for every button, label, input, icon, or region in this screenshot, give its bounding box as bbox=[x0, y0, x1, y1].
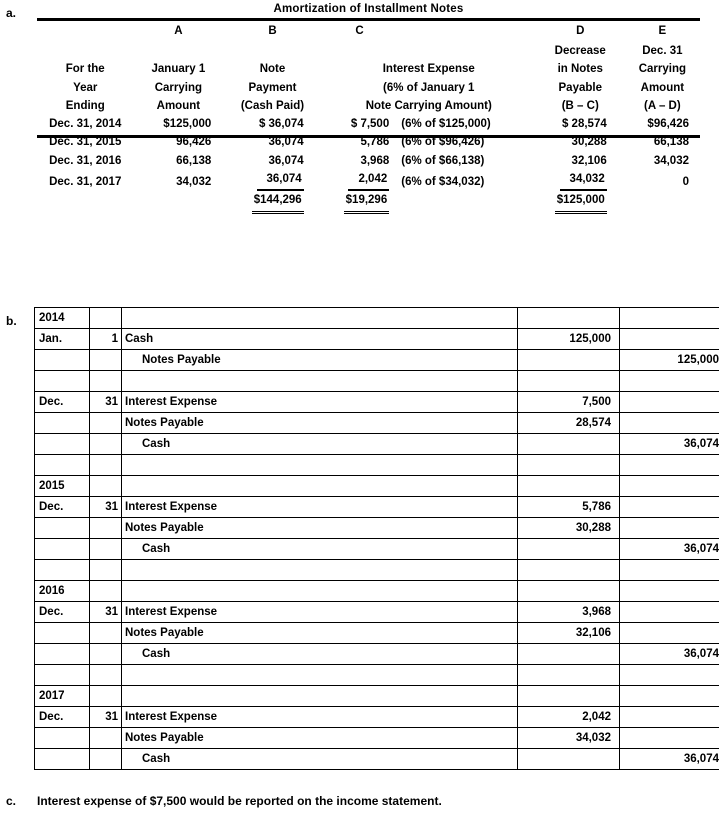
journal-cell-credit bbox=[620, 602, 719, 623]
journal-row bbox=[35, 518, 719, 539]
journal-row bbox=[35, 686, 719, 707]
journal-cell-debit bbox=[518, 560, 620, 581]
header-e-l1: Dec. 31 bbox=[642, 45, 683, 57]
journal-cell-debit bbox=[518, 350, 620, 371]
header-d-l4: (B – C) bbox=[561, 99, 599, 112]
journal-cell-debit: 3,968 bbox=[518, 602, 620, 623]
journal-cell-debit: 32,106 bbox=[518, 623, 620, 644]
journal-cell-account bbox=[122, 308, 518, 329]
cell-e: 34,032 bbox=[653, 154, 689, 167]
header-b-l3: Payment bbox=[248, 81, 297, 94]
journal-row bbox=[35, 602, 719, 623]
cell-c-underlined: 2,042 bbox=[348, 170, 389, 191]
cell-c-note: (6% of $96,426) bbox=[401, 136, 485, 149]
journal-cell-credit bbox=[620, 497, 719, 518]
journal-cell-debit bbox=[518, 581, 620, 602]
journal-cell-account: Cash bbox=[122, 329, 518, 350]
journal-cell-account: Interest Expense bbox=[122, 602, 518, 623]
journal-cell-account bbox=[122, 665, 518, 686]
journal-row bbox=[35, 560, 719, 581]
journal-cell-month bbox=[35, 539, 90, 560]
journal-cell-month: 2017 bbox=[35, 686, 90, 707]
journal-cell-month bbox=[35, 371, 90, 392]
cell-d: 30,288 bbox=[571, 136, 607, 149]
journal-cell-month bbox=[35, 413, 90, 434]
part-a-label: a. bbox=[6, 6, 17, 20]
journal-cell-debit: 7,500 bbox=[518, 392, 620, 413]
cell-a: 66,138 bbox=[176, 154, 212, 167]
journal-cell-account bbox=[122, 455, 518, 476]
journal-cell-day bbox=[90, 350, 122, 371]
journal-cell-credit bbox=[620, 308, 719, 329]
journal-cell-day bbox=[90, 539, 122, 560]
header-d-l2: in Notes bbox=[557, 63, 603, 76]
journal-row bbox=[35, 371, 719, 392]
journal-cell-month bbox=[35, 455, 90, 476]
part-b-label: b. bbox=[6, 314, 17, 328]
journal-cell-debit bbox=[518, 308, 620, 329]
column-letter-d: D bbox=[576, 25, 585, 37]
cell-e: 66,138 bbox=[653, 136, 689, 149]
journal-cell-day bbox=[90, 665, 122, 686]
journal-cell-day bbox=[90, 623, 122, 644]
journal-cell-account bbox=[122, 371, 518, 392]
journal-cell-month bbox=[35, 623, 90, 644]
journal-row bbox=[35, 350, 719, 371]
journal-cell-day bbox=[90, 413, 122, 434]
header-c-l1 bbox=[322, 42, 398, 60]
header-c-l3: (6% of January 1 bbox=[383, 81, 475, 94]
cell-c-note: (6% of $125,000) bbox=[401, 118, 491, 131]
amortization-row bbox=[37, 170, 700, 191]
cell-c-note: (6% of $34,032) bbox=[401, 176, 485, 189]
journal-cell-credit bbox=[620, 707, 719, 728]
journal-cell-credit bbox=[620, 728, 719, 749]
header-b-l2: Note bbox=[259, 63, 286, 76]
journal-cell-debit: 28,574 bbox=[518, 413, 620, 434]
cell-year: Dec. 31, 2014 bbox=[49, 118, 122, 131]
column-letter-c-note bbox=[397, 21, 536, 42]
totals-b bbox=[223, 191, 321, 213]
journal-cell-credit: 125,000 bbox=[620, 350, 719, 371]
cell-b-underlined: 36,074 bbox=[257, 170, 304, 191]
journal-row bbox=[35, 329, 719, 350]
journal-cell-credit bbox=[620, 518, 719, 539]
journal-cell-credit bbox=[620, 623, 719, 644]
column-letter-a: A bbox=[174, 25, 183, 37]
cell-year: Dec. 31, 2015 bbox=[49, 136, 122, 149]
journal-cell-credit bbox=[620, 455, 719, 476]
journal-cell-day: 31 bbox=[90, 602, 122, 623]
journal-cell-debit bbox=[518, 455, 620, 476]
totals-a-blank bbox=[133, 191, 223, 213]
header-year-l2: For the bbox=[65, 63, 105, 76]
column-letter-e: E bbox=[658, 25, 667, 37]
journal-cell-month bbox=[35, 434, 90, 455]
cell-a: 96,426 bbox=[176, 136, 212, 149]
journal-cell-credit bbox=[620, 329, 719, 350]
amortization-totals-row bbox=[37, 191, 700, 213]
cell-b: $ 36,074 bbox=[258, 118, 304, 131]
header-year-l3: Year bbox=[73, 81, 98, 94]
cell-e: $96,426 bbox=[647, 118, 689, 131]
journal-cell-debit: 125,000 bbox=[518, 329, 620, 350]
amortization-table-title: Amortization of Installment Notes bbox=[273, 3, 464, 15]
header-a-l4: Amount bbox=[156, 99, 201, 112]
journal-cell-day: 31 bbox=[90, 497, 122, 518]
journal-cell-debit bbox=[518, 644, 620, 665]
totals-b-value: $144,296 bbox=[252, 191, 304, 213]
journal-cell-account: Interest Expense bbox=[122, 707, 518, 728]
cell-d: 32,106 bbox=[571, 154, 607, 167]
header-year-l1 bbox=[37, 42, 133, 60]
part-a-amortization-section bbox=[0, 0, 719, 250]
journal-cell-month bbox=[35, 728, 90, 749]
journal-cell-month bbox=[35, 644, 90, 665]
journal-cell-debit: 30,288 bbox=[518, 518, 620, 539]
journal-cell-account: Interest Expense bbox=[122, 392, 518, 413]
journal-entries-table bbox=[34, 307, 719, 770]
journal-cell-day bbox=[90, 455, 122, 476]
journal-cell-month: 2016 bbox=[35, 581, 90, 602]
amortization-row bbox=[37, 133, 700, 151]
journal-row bbox=[35, 623, 719, 644]
header-e-l4: (A – D) bbox=[644, 99, 681, 112]
journal-cell-month bbox=[35, 518, 90, 539]
journal-cell-day: 1 bbox=[90, 329, 122, 350]
journal-row bbox=[35, 455, 719, 476]
journal-cell-credit bbox=[620, 665, 719, 686]
journal-cell-month: Jan. bbox=[35, 329, 90, 350]
cell-b: 36,074 bbox=[268, 154, 304, 167]
header-c-l4: Note Carrying Amount) bbox=[365, 99, 492, 112]
journal-cell-debit bbox=[518, 371, 620, 392]
journal-cell-debit bbox=[518, 434, 620, 455]
cell-d-underlined: 34,032 bbox=[560, 170, 607, 191]
journal-cell-credit bbox=[620, 413, 719, 434]
journal-cell-account bbox=[122, 581, 518, 602]
journal-cell-month: Dec. bbox=[35, 497, 90, 518]
totals-d bbox=[536, 191, 625, 213]
cell-e: 0 bbox=[682, 176, 689, 189]
journal-cell-day bbox=[90, 644, 122, 665]
journal-row bbox=[35, 581, 719, 602]
journal-cell-debit bbox=[518, 749, 620, 770]
journal-cell-account: Notes Payable bbox=[122, 518, 518, 539]
journal-cell-credit bbox=[620, 686, 719, 707]
cell-c bbox=[322, 170, 398, 191]
header-d-l3: Payable bbox=[558, 81, 602, 94]
journal-row bbox=[35, 707, 719, 728]
journal-cell-day bbox=[90, 308, 122, 329]
journal-cell-month bbox=[35, 350, 90, 371]
journal-cell-month: Dec. bbox=[35, 707, 90, 728]
journal-cell-day bbox=[90, 581, 122, 602]
journal-cell-debit: 5,786 bbox=[518, 497, 620, 518]
column-letter-b: B bbox=[268, 25, 277, 37]
journal-row bbox=[35, 497, 719, 518]
totals-c bbox=[322, 191, 398, 213]
totals-c-value: $19,296 bbox=[344, 191, 390, 213]
journal-cell-day bbox=[90, 518, 122, 539]
header-a-l1 bbox=[133, 42, 223, 60]
cell-b bbox=[223, 170, 321, 191]
journal-cell-day bbox=[90, 686, 122, 707]
cell-year: Dec. 31, 2017 bbox=[49, 176, 122, 189]
totals-year-blank bbox=[37, 191, 133, 213]
journal-row bbox=[35, 665, 719, 686]
journal-cell-account: Notes Payable bbox=[122, 728, 518, 749]
cell-a: 34,032 bbox=[176, 176, 212, 189]
amortization-row bbox=[37, 152, 700, 170]
journal-row bbox=[35, 392, 719, 413]
journal-cell-day bbox=[90, 560, 122, 581]
header-e-l3: Amount bbox=[640, 81, 685, 94]
amortization-column-letters-row bbox=[37, 21, 700, 42]
part-c-answer-text: Interest expense of $7,500 would be reported on the income statement. bbox=[37, 794, 442, 808]
header-year-l4: Ending bbox=[65, 99, 105, 112]
cell-c: $ 7,500 bbox=[350, 118, 390, 131]
part-c-label: c. bbox=[6, 794, 17, 808]
journal-row bbox=[35, 308, 719, 329]
journal-cell-account: Interest Expense bbox=[122, 497, 518, 518]
cell-d: $ 28,574 bbox=[561, 118, 607, 131]
journal-row bbox=[35, 749, 719, 770]
column-letter-c: C bbox=[355, 25, 364, 37]
journal-cell-credit bbox=[620, 392, 719, 413]
journal-row bbox=[35, 728, 719, 749]
header-note-l1 bbox=[397, 42, 536, 60]
journal-row bbox=[35, 476, 719, 497]
cell-c-note: (6% of $66,138) bbox=[401, 154, 485, 167]
totals-d-value: $125,000 bbox=[555, 191, 607, 213]
header-a-l2: January 1 bbox=[151, 63, 206, 76]
journal-cell-credit: 36,074 bbox=[620, 749, 719, 770]
journal-cell-day: 31 bbox=[90, 707, 122, 728]
header-e-l2: Carrying bbox=[638, 63, 687, 76]
journal-cell-account: Cash bbox=[122, 644, 518, 665]
journal-cell-account bbox=[122, 560, 518, 581]
journal-cell-account: Cash bbox=[122, 539, 518, 560]
journal-cell-debit bbox=[518, 476, 620, 497]
journal-row bbox=[35, 539, 719, 560]
amortization-header-line-2 bbox=[37, 60, 700, 78]
journal-cell-credit bbox=[620, 560, 719, 581]
journal-cell-account: Notes Payable bbox=[122, 413, 518, 434]
journal-cell-account bbox=[122, 686, 518, 707]
journal-cell-day bbox=[90, 371, 122, 392]
journal-cell-month: 2015 bbox=[35, 476, 90, 497]
journal-cell-day bbox=[90, 728, 122, 749]
header-c-l2: Interest Expense bbox=[382, 63, 475, 76]
journal-cell-day bbox=[90, 434, 122, 455]
header-d-l1: Decrease bbox=[554, 45, 606, 57]
amortization-header-line-4 bbox=[37, 97, 700, 115]
totals-e-blank bbox=[625, 191, 700, 213]
journal-cell-debit: 2,042 bbox=[518, 707, 620, 728]
header-b-l4: (Cash Paid) bbox=[240, 99, 305, 112]
cell-b: 36,074 bbox=[268, 136, 304, 149]
journal-cell-day: 31 bbox=[90, 392, 122, 413]
journal-cell-credit bbox=[620, 581, 719, 602]
amortization-header-line-3 bbox=[37, 79, 700, 97]
journal-cell-debit bbox=[518, 539, 620, 560]
journal-cell-debit: 34,032 bbox=[518, 728, 620, 749]
journal-cell-account: Cash bbox=[122, 434, 518, 455]
journal-cell-day bbox=[90, 749, 122, 770]
amortization-table bbox=[37, 21, 700, 214]
journal-cell-account: Notes Payable bbox=[122, 350, 518, 371]
journal-row bbox=[35, 413, 719, 434]
cell-a: $125,000 bbox=[163, 118, 212, 131]
journal-cell-month: Dec. bbox=[35, 392, 90, 413]
journal-cell-month: Dec. bbox=[35, 602, 90, 623]
journal-row bbox=[35, 434, 719, 455]
journal-cell-month bbox=[35, 665, 90, 686]
journal-cell-account: Notes Payable bbox=[122, 623, 518, 644]
header-a-l3: Carrying bbox=[154, 81, 203, 94]
journal-cell-credit bbox=[620, 371, 719, 392]
journal-cell-day bbox=[90, 476, 122, 497]
journal-cell-credit: 36,074 bbox=[620, 644, 719, 665]
journal-cell-month bbox=[35, 560, 90, 581]
journal-row bbox=[35, 644, 719, 665]
column-letter-blank bbox=[37, 21, 133, 42]
journal-cell-credit: 36,074 bbox=[620, 539, 719, 560]
cell-year: Dec. 31, 2016 bbox=[49, 154, 122, 167]
cell-d bbox=[536, 170, 625, 191]
journal-cell-account: Cash bbox=[122, 749, 518, 770]
cell-c: 5,786 bbox=[360, 136, 390, 149]
totals-note-blank bbox=[397, 191, 536, 213]
cell-c: 3,968 bbox=[360, 154, 390, 167]
journal-cell-credit bbox=[620, 476, 719, 497]
journal-cell-debit bbox=[518, 665, 620, 686]
journal-cell-month: 2014 bbox=[35, 308, 90, 329]
amortization-row bbox=[37, 115, 700, 133]
amortization-header-line-1 bbox=[37, 42, 700, 60]
journal-cell-account bbox=[122, 476, 518, 497]
journal-cell-credit: 36,074 bbox=[620, 434, 719, 455]
header-b-l1 bbox=[223, 42, 321, 60]
journal-cell-debit bbox=[518, 686, 620, 707]
journal-cell-month bbox=[35, 749, 90, 770]
